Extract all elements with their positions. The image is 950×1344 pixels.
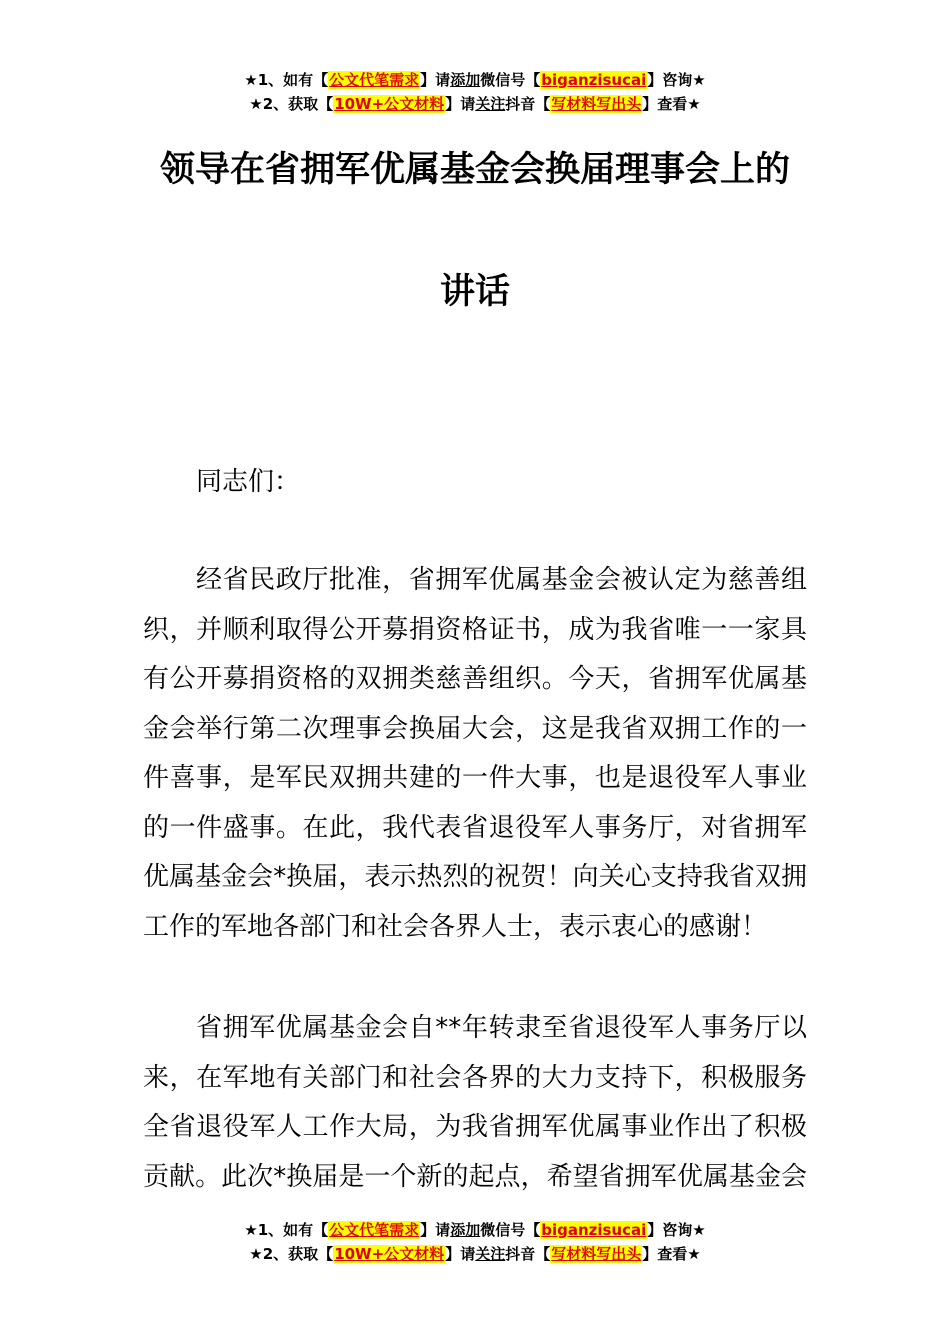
paragraph-line: 优属基金会*换届，表示热烈的祝贺！向关心支持我省双拥: [143, 862, 807, 892]
paragraph-line: 金会举行第二次理事会换届大会，这是我省双拥工作的一: [143, 713, 807, 744]
highlight-wechat-id: biganzisucai: [541, 1221, 647, 1239]
highlight-wechat-id: biganzisucai: [541, 71, 647, 89]
paragraph-line: 省拥军优属基金会自**年转隶至省退役军人事务厅以: [196, 1013, 807, 1043]
paragraph-line: 工作的军地各部门和社会各界人士，表示衷心的感谢！: [143, 911, 768, 942]
paragraph-line: 件喜事，是军民双拥共建的一件大事，也是退役军人事业: [143, 763, 807, 793]
paragraph-line: 有公开募捐资格的双拥类慈善组织。今天，省拥军优属基: [143, 664, 807, 694]
highlight-douyin-account: 写材料写出头: [551, 95, 642, 113]
highlight-materials: 10W+公文材料: [334, 95, 445, 113]
paragraph-line: 来，在军地有关部门和社会各界的大力支持下，积极服务: [143, 1062, 807, 1093]
paragraph-line: 全省退役军人工作大局，为我省拥军优属事业作出了积极: [143, 1112, 807, 1142]
document-title-line-1: 领导在省拥军优属基金会换届理事会上的: [159, 150, 790, 190]
paragraph-line: 织，并顺利取得公开募捐资格证书，成为我省唯一一家具: [143, 614, 807, 645]
document-title-line-2: 讲话: [439, 272, 510, 312]
paragraph-line: 的一件盛事。在此，我代表省退役军人事务厅，对省拥军: [143, 812, 807, 843]
banner-line-1: ★1、如有【公文代笔需求】请添加微信号【biganzisucai】咨询★: [244, 1221, 706, 1239]
paragraph-2: [143, 1004, 807, 1202]
paragraph-1: [143, 556, 807, 952]
highlight-service: 公文代笔需求: [329, 1221, 420, 1239]
highlight-materials: 10W+公文材料: [334, 1245, 445, 1263]
paragraph-line: 贡献。此次*换届是一个新的起点，希望省拥军优属基金会: [143, 1161, 807, 1192]
banner-line-1: ★1、如有【公文代笔需求】请添加微信号【biganzisucai】咨询★: [244, 71, 706, 89]
highlight-douyin-account: 写材料写出头: [551, 1245, 642, 1263]
highlight-service: 公文代笔需求: [329, 71, 420, 89]
banner-line-2: ★2、获取【10W+公文材料】请关注抖音【写材料写出头】查看★: [249, 95, 701, 113]
footer-banner: [0, 1218, 950, 1266]
paragraph-line: 经省民政厅批准，省拥军优属基金会被认定为慈善组: [196, 565, 807, 595]
greeting: 同志们：: [196, 467, 301, 497]
header-banner: [0, 68, 950, 116]
banner-line-2: ★2、获取【10W+公文材料】请关注抖音【写材料写出头】查看★: [249, 1245, 701, 1263]
